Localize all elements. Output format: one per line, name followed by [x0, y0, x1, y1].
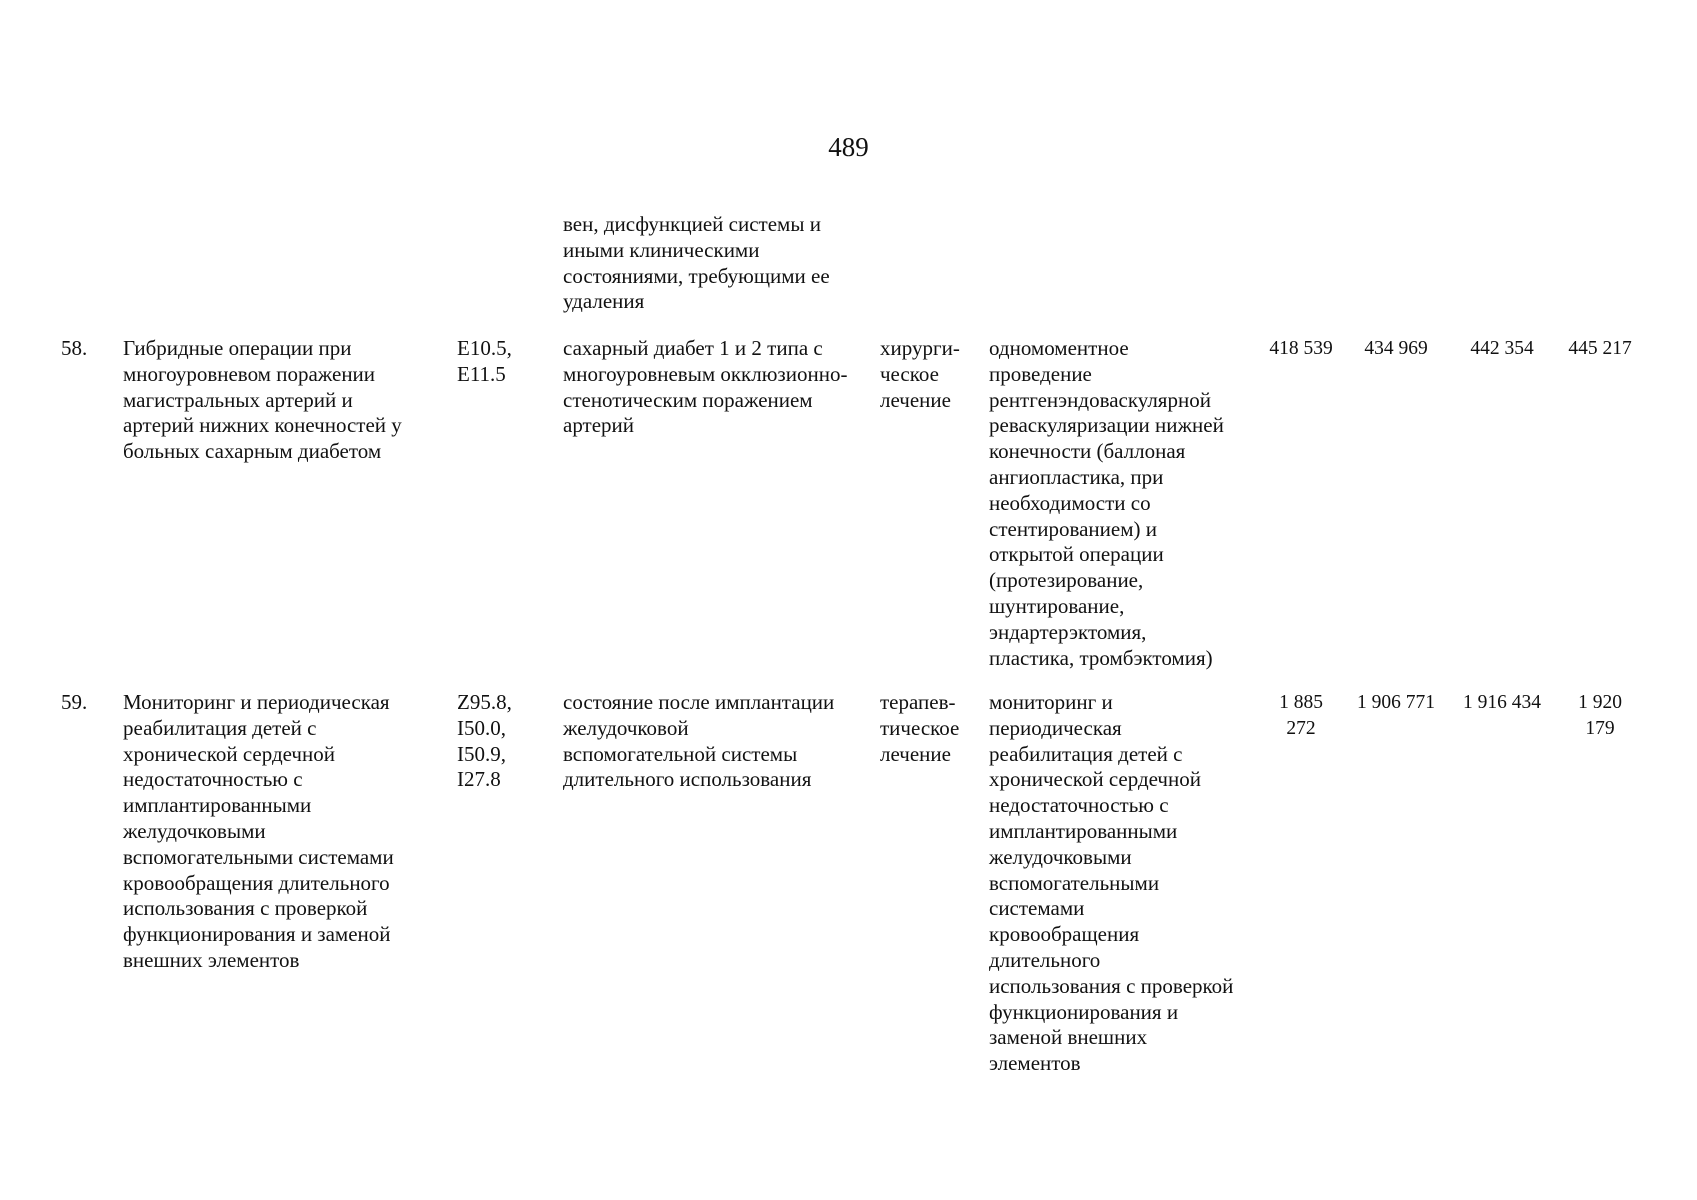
treatment-method: одномоментное проведение рентгенэндоваскулярной реваскуляризации нижней конечности (баллоная ангиопластика, при необходимости со стентированием) и открытой операции (протезирование, шунтирование, эндартерэктомия, пластика, тромбэктомия)	[989, 336, 1224, 670]
cost-value-4: 445 217	[1568, 338, 1632, 359]
icd-codes: Z95.8, I50.0, I50.9, I27.8	[457, 690, 512, 792]
cost-value-1: 1 885 272	[1279, 692, 1323, 739]
cost-value-2: 434 969	[1364, 338, 1428, 359]
cost-value-2: 1 906 771	[1357, 692, 1435, 713]
page-number: 489	[828, 132, 869, 162]
row-number: 59.	[61, 690, 88, 714]
cost-value-3: 1 916 434	[1463, 692, 1541, 713]
treatment-type: хирурги- ческое лечение	[880, 336, 960, 412]
patient-model: состояние после имплантации желудочковой вспомогательной системы длительного использования	[563, 690, 835, 792]
patient-model: сахарный диабет 1 и 2 типа с многоуровневым окклюзионно- стенотическим поражением артерий	[563, 336, 848, 438]
continuation-model-text: вен, дисфункцией системы и иными клиническими состояниями, требующими ее удаления	[563, 212, 830, 314]
treatment-type: терапев- тическое лечение	[880, 690, 960, 766]
care-type-name: Гибридные операции при многоуровневом поражении магистральных артерий и артерий нижних конечностей у больных сахарным диабетом	[123, 336, 402, 464]
cost-value-4: 1 920 179	[1578, 692, 1622, 739]
cost-value-1: 418 539	[1269, 338, 1333, 359]
icd-codes: E10.5, E11.5	[457, 336, 512, 386]
cost-value-3: 442 354	[1470, 338, 1534, 359]
treatment-method: мониторинг и периодическая реабилитация детей с хронической сердечной недостаточностью с имплантированными желудочковыми вспомогательными системами кровообращения длительного использования с проверкой функционирования и заменой внешних элементов	[989, 690, 1234, 1076]
care-type-name: Мониторинг и периодическая реабилитация детей с хронической сердечной недостаточностью с имплантированными желудочковыми вспомогательными системами кровообращения длительного использования с проверкой функционирования и заменой внешних элементов	[123, 690, 394, 972]
row-number: 58.	[61, 336, 88, 360]
